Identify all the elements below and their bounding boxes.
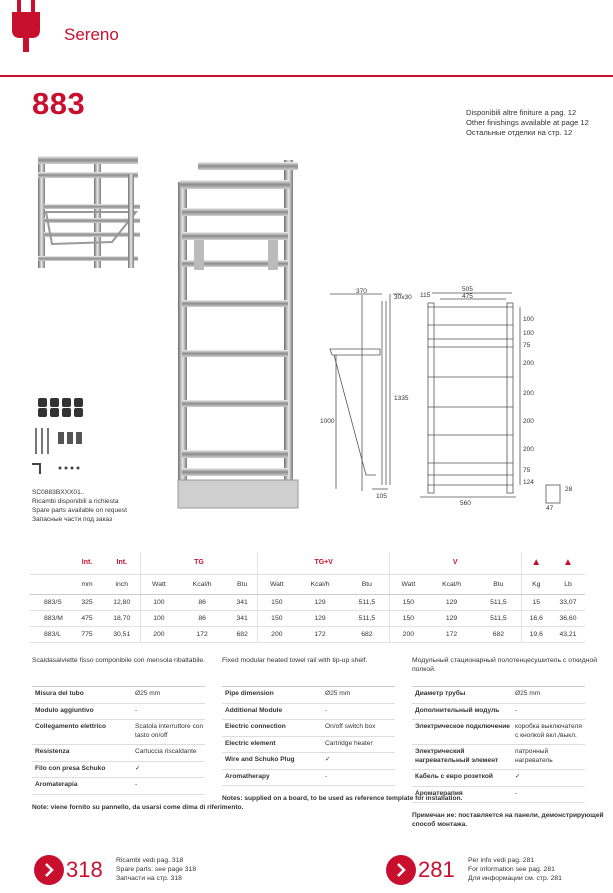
page-header <box>0 0 613 78</box>
hdr-tg-v: TG+V <box>258 552 390 574</box>
table-row <box>30 594 585 610</box>
model-number: 883 <box>32 86 86 121</box>
finishes-it: Disponibili altre finiture a pag. 12 <box>466 108 577 117</box>
cell: 883/L <box>30 626 70 642</box>
dim-1000: 1000 <box>320 418 335 425</box>
footer-spare-parts-link[interactable] <box>34 855 234 887</box>
intro-ru: Модульный стационарный полотенцесушитель с откидной полкой. <box>412 657 598 673</box>
spec-value: On/off switch box <box>322 720 395 737</box>
spec-key: Filo con presa Schuko <box>32 761 132 778</box>
footer-right-text <box>468 856 562 883</box>
spec-value: - <box>512 786 585 803</box>
footer-line: Ricambi vedi pag. 318 <box>116 857 184 864</box>
cell: 86 <box>177 594 227 610</box>
dim-100a: 100 <box>523 316 534 323</box>
spare-parts-note <box>32 488 127 524</box>
dim-115: 115 <box>420 292 431 299</box>
cell: 511,5 <box>476 594 521 610</box>
units-row <box>30 574 585 594</box>
arrow-right-icon <box>386 855 416 885</box>
intro-en: Fixed modular heated towel rail with tip-up shelf. <box>222 657 368 664</box>
cell: 129 <box>295 610 345 626</box>
spec-value: Ø25 mm <box>512 687 585 704</box>
finishes-ru: Остальные отделки на стр. 12 <box>466 128 573 137</box>
spare-en: Spare parts available on request <box>32 507 127 514</box>
spec-table-ru <box>412 686 585 803</box>
cell: 341 <box>227 610 258 626</box>
table-row <box>30 610 585 626</box>
unit: Kg <box>521 574 551 594</box>
hdr-int-inch: Int. <box>104 552 140 574</box>
spec-key: Диаметр трубы <box>412 687 512 704</box>
finishes-note <box>466 108 589 138</box>
spec-key: Аромaтерапия <box>412 786 512 803</box>
cell: 19,6 <box>521 626 551 642</box>
header-divider <box>0 75 613 77</box>
cell: 511,5 <box>345 594 390 610</box>
cell: 150 <box>389 594 426 610</box>
spec-value: Scatola interruttore con tasto on/off <box>132 720 205 745</box>
dim-30x30: 30x30 <box>394 294 412 301</box>
cell: 172 <box>295 626 345 642</box>
cell: 200 <box>258 626 295 642</box>
cell: 129 <box>295 594 345 610</box>
dim-475: 475 <box>462 293 473 300</box>
hdr-int-mm: Int. <box>70 552 104 574</box>
dim-200d: 200 <box>523 446 534 453</box>
footer-left-text <box>116 856 196 883</box>
dim-370: 370 <box>356 288 367 295</box>
cell: 682 <box>345 626 390 642</box>
spec-key: Aromaterapia <box>32 778 132 795</box>
cell: 511,5 <box>476 610 521 626</box>
cell: 36,60 <box>551 610 585 626</box>
spare-code: SC0883BXXX01.. <box>32 489 85 496</box>
cell: 33,07 <box>551 594 585 610</box>
unit: Btu <box>476 574 521 594</box>
spec-table-it <box>32 686 205 795</box>
spec-value: коробка выключателя с кнопкой вкл./выкл. <box>512 720 585 745</box>
performance-table <box>30 552 585 643</box>
spec-key: Modulo aggiuntivo <box>32 703 132 720</box>
cell: 883/S <box>30 594 70 610</box>
spec-column-it <box>32 656 243 812</box>
spec-value: ✓ <box>322 753 395 770</box>
dim-75b: 75 <box>523 467 531 474</box>
spec-value: - <box>322 769 395 786</box>
unit: Watt <box>140 574 177 594</box>
footer-line: Для информации см. стр. 281 <box>468 875 562 882</box>
spec-key: Aromatherapy <box>222 769 322 786</box>
cell: 16,6 <box>521 610 551 626</box>
arrow-right-icon <box>34 855 64 885</box>
spec-value: ✓ <box>132 761 205 778</box>
shelf-detail-photo <box>32 152 144 268</box>
footer-page-281: 281 <box>418 857 455 882</box>
spec-column-ru <box>412 656 613 829</box>
note-ru: Примечан ие: поставляется на панели, демонстрирующей способ монтажа. <box>412 812 604 828</box>
weight-lb-icon: ▲ <box>563 557 573 569</box>
spec-key: Pipe dimension <box>222 687 322 704</box>
note-en: Notes: supplied on a board, to be used as reference template for installation. <box>222 795 463 802</box>
weight-kg-icon: ▲ <box>531 557 542 569</box>
cell: 475 <box>70 610 104 626</box>
spec-value: Ø25 mm <box>322 687 395 704</box>
dim-1335: 1335 <box>394 395 409 402</box>
cell: 150 <box>258 594 295 610</box>
footer-page-318: 318 <box>66 857 103 882</box>
dim-100b: 100 <box>523 330 534 337</box>
spec-key: Misura del tubo <box>32 687 132 704</box>
cell: 43,21 <box>551 626 585 642</box>
cell: 18,70 <box>104 610 140 626</box>
spec-value: - <box>132 778 205 795</box>
dim-28: 28 <box>565 486 573 493</box>
technical-drawing <box>320 285 582 515</box>
cell: 129 <box>427 594 477 610</box>
spec-key: Electric element <box>222 736 322 753</box>
spec-key: Collegamento elettrico <box>32 720 132 745</box>
spec-value: - <box>132 703 205 720</box>
intro-it: Scaldasalviette fisso componibile con mensola ribaltabile. <box>32 657 206 664</box>
series-title: Sereno <box>64 25 119 44</box>
spec-value: Cartuccia riscaldante <box>132 745 205 762</box>
dim-75a: 75 <box>523 342 531 349</box>
footer-line: Spare parts: see page 318 <box>116 866 197 873</box>
hdr-v: V <box>389 552 521 574</box>
product-photo <box>172 150 312 530</box>
footer-line: Запчасти на стр. 318 <box>116 875 182 882</box>
cell: 150 <box>389 610 426 626</box>
cell: 341 <box>227 594 258 610</box>
spec-key: Electric connection <box>222 720 322 737</box>
cell: 883/M <box>30 610 70 626</box>
dim-105: 105 <box>376 493 387 500</box>
dim-124: 124 <box>523 479 534 486</box>
plug-icon <box>8 0 44 52</box>
table-row <box>30 626 585 642</box>
footer-info-link[interactable] <box>386 855 586 887</box>
unit: Kcal/h <box>177 574 227 594</box>
cell: 200 <box>389 626 426 642</box>
spec-value: Cartridge heater <box>322 736 395 753</box>
cell: 200 <box>140 626 177 642</box>
unit: inch <box>104 574 140 594</box>
finishes-en: Other finishings available at page 12 <box>466 118 589 127</box>
spec-key: Кабель с евро розеткой <box>412 770 512 787</box>
spec-key: Wire and Schuko Plug <box>222 753 322 770</box>
dim-200a: 200 <box>523 360 534 367</box>
cell: 100 <box>140 610 177 626</box>
cell: 86 <box>177 610 227 626</box>
footer-line: For information see pag. 281 <box>468 866 555 873</box>
spec-key: Resistenza <box>32 745 132 762</box>
cell: 172 <box>427 626 477 642</box>
cell: 129 <box>427 610 477 626</box>
cell: 325 <box>70 594 104 610</box>
unit: Btu <box>227 574 258 594</box>
unit: mm <box>70 574 104 594</box>
cell: 511,5 <box>345 610 390 626</box>
spec-key: Электрическое подключение <box>412 720 512 745</box>
cell: 30,51 <box>104 626 140 642</box>
dim-200c: 200 <box>523 418 534 425</box>
footer-line: Per info vedi pag. 281 <box>468 857 535 864</box>
unit: Btu <box>345 574 390 594</box>
spec-value: ✓ <box>512 770 585 787</box>
unit: Watt <box>258 574 295 594</box>
dim-47: 47 <box>546 505 554 512</box>
spec-value: Ø25 mm <box>132 687 205 704</box>
spec-value: - <box>512 703 585 720</box>
cell: 682 <box>476 626 521 642</box>
spec-value: - <box>322 703 395 720</box>
dim-505: 505 <box>462 286 473 293</box>
spec-table-en <box>222 686 395 786</box>
cell: 172 <box>177 626 227 642</box>
cell: 775 <box>70 626 104 642</box>
spare-it: Ricambi disponibili a richiesta <box>32 498 119 505</box>
note-it: Note: viene fornito su pannello, da usarsi come dima di riferimento. <box>32 803 244 811</box>
dim-200b: 200 <box>523 390 534 397</box>
spec-key: Additional Module <box>222 703 322 720</box>
spec-key: Дополнительный модуль <box>412 703 512 720</box>
spec-key: Электрический нагревательный элемент <box>412 745 512 770</box>
cell: 682 <box>227 626 258 642</box>
unit: Lb <box>551 574 585 594</box>
cell: 15 <box>521 594 551 610</box>
unit: Kcal/h <box>427 574 477 594</box>
spare-parts-image <box>30 396 86 478</box>
spare-ru: Запасные части под заказ <box>32 516 113 523</box>
cell: 12,80 <box>104 594 140 610</box>
hdr-tg: TG <box>140 552 258 574</box>
cell: 150 <box>258 610 295 626</box>
unit: Watt <box>389 574 426 594</box>
cell: 100 <box>140 594 177 610</box>
unit: Kcal/h <box>295 574 345 594</box>
dim-560: 560 <box>460 500 471 507</box>
spec-value: патронный нагреватель <box>512 745 585 770</box>
